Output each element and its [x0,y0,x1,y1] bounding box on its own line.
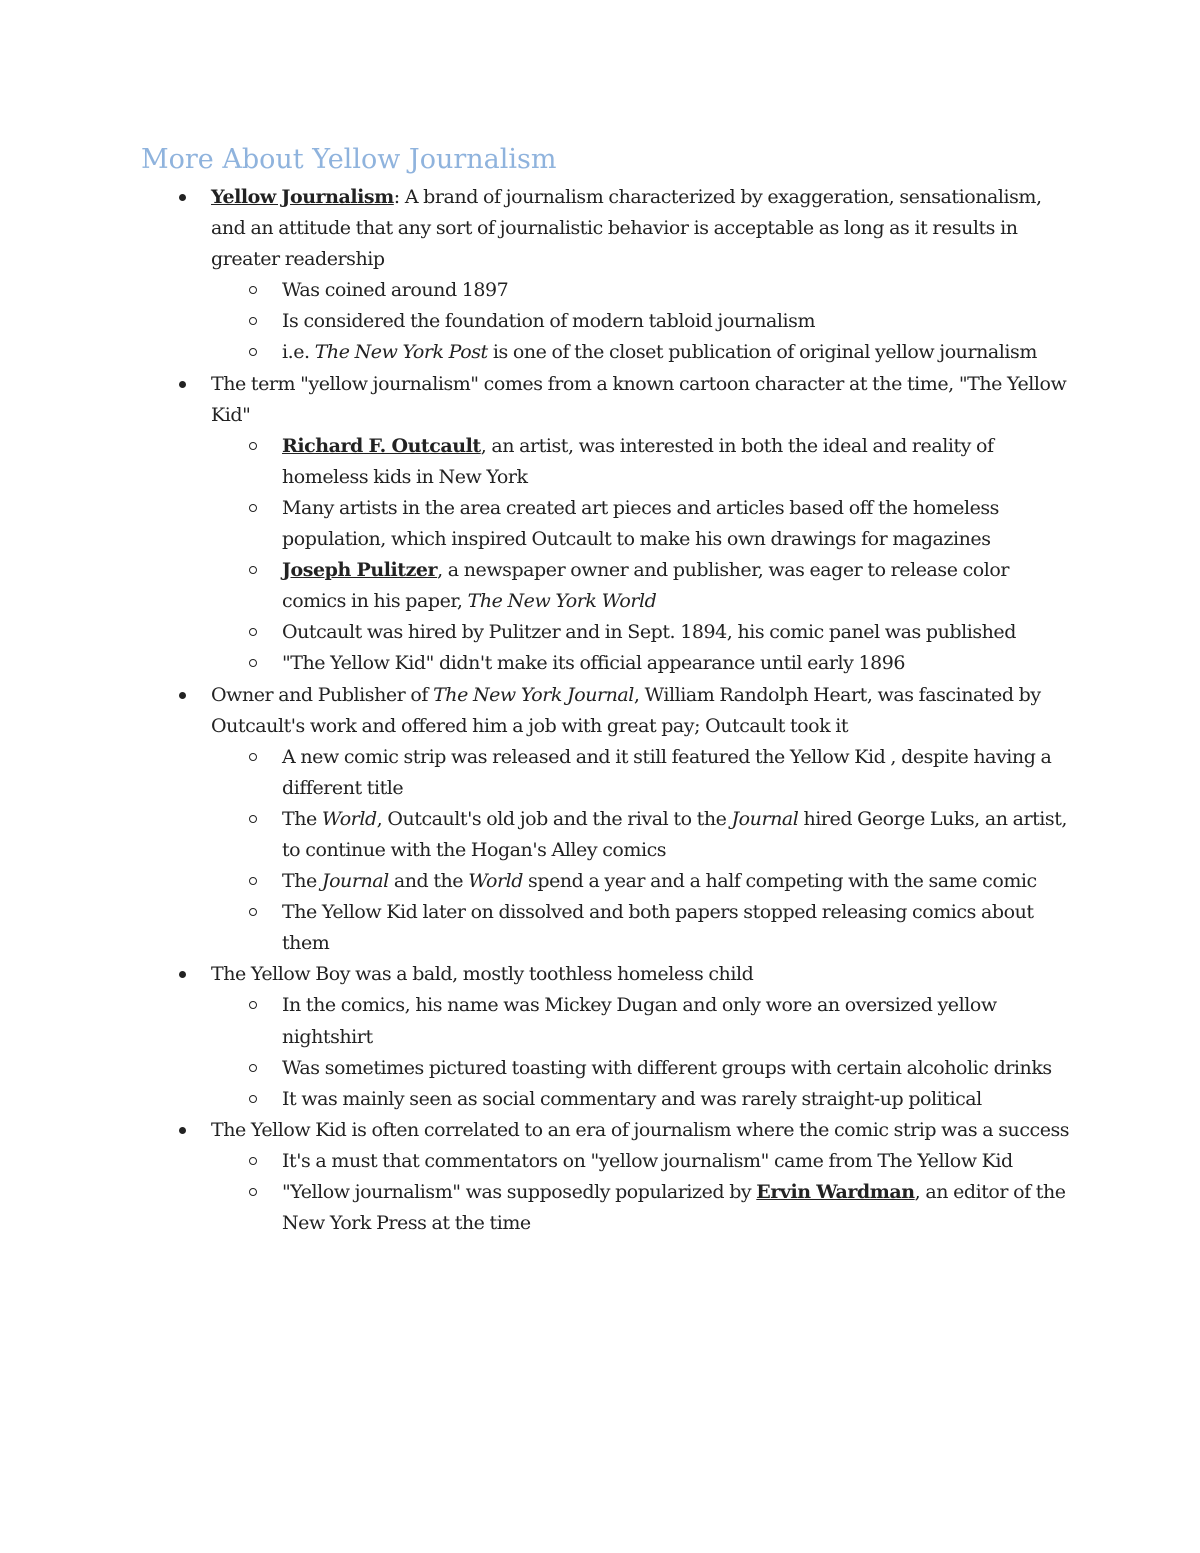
sub-list-yellow-boy [282,990,1071,1114]
document-title: More About Yellow Journalism [141,144,557,175]
bullet-era: The Yellow Kid is often correlated to an era of journalism where the comic strip was a success It's a must that commentators on "yellow journalism" came from The Yellow Kid "Yellow journalism" was supposedly popularized by Ervin Wardman, an editor of the New York Press at the time [211,1115,1071,1239]
sub-bullet-commentators: It's a must that commentators on "yellow journalism" came from The Yellow Kid [282,1146,1071,1177]
sub-bullet-commentary: It was mainly seen as social commentary and was rarely straight-up political [282,1084,1071,1115]
sub-bullet-pulitzer: Joseph Pulitzer, a newspaper owner and publisher, was eager to release color comics in his paper, The New York World [282,555,1071,617]
publication-title: The New York Post [314,341,488,364]
person-joseph-pulitzer: Joseph Pulitzer [282,559,438,582]
sub-bullet-luks: The World, Outcault's old job and the rival to the Journal hired George Luks, an artist, to continue with the Hogan's Alley comics [282,804,1071,866]
sub-bullet-competing: The Journal and the World spend a year and a half competing with the same comic [282,866,1071,897]
sub-bullet-ny-post: i.e. The New York Post is one of the closet publication of original yellow journalism [282,337,1071,368]
sub-bullet-appearance: "The Yellow Kid" didn't make its official appearance until early 1896 [282,648,1071,679]
sub-bullet-dissolved: The Yellow Kid later on dissolved and both papers stopped releasing comics about them [282,897,1071,959]
publication-title: The New York World [467,590,657,613]
sub-list-era [282,1146,1071,1239]
sub-bullet-wardman: "Yellow journalism" was supposedly popularized by Ervin Wardman, an editor of the New York Press at the time [282,1177,1071,1239]
sub-list-definition [282,275,1071,368]
main-bullet-list [211,182,1071,1239]
sub-bullet-mickey-dugan: In the comics, his name was Mickey Dugan and only wore an oversized yellow nightshirt [282,990,1071,1052]
person-richard-outcault: Richard F. Outcault [282,434,481,457]
sub-bullet-foundation: Is considered the foundation of modern tabloid journalism [282,306,1071,337]
definition-text: : A brand of journalism characterized by exaggeration, sensationalism, and an attitude that any sort of journalistic behavior is acceptable as long as it results in greater readership [211,186,1042,271]
document-body [211,182,1071,1239]
sub-bullet-toasting: Was sometimes pictured toasting with different groups with certain alcoholic drinks [282,1053,1071,1084]
term-origin-text: The term "yellow journalism" comes from a known cartoon character at the time, "The Yellow Kid" [211,372,1067,426]
sub-bullet-hired: Outcault was hired by Pulitzer and in Sept. 1894, his comic panel was published [282,617,1071,648]
sub-list-hearst [282,742,1071,960]
sub-bullet-new-strip: A new comic strip was released and it still featured the Yellow Kid , despite having a different title [282,742,1071,804]
sub-bullet-artists: Many artists in the area created art pieces and articles based off the homeless population, which inspired Outcault to make his own drawings for magazines [282,493,1071,555]
bullet-yellow-journalism-definition [211,182,1071,369]
term-yellow-journalism: Yellow Journalism [211,186,394,208]
publication-title: The New York Journal [433,683,634,706]
bullet-term-origin [211,369,1071,680]
person-ervin-wardman: Ervin Wardman [756,1181,915,1203]
sub-bullet-outcault: Richard F. Outcault, an artist, was interested in both the ideal and reality of homeless kids in New York [282,431,1071,493]
bullet-yellow-boy: The Yellow Boy was a bald, mostly toothless homeless child In the comics, his name was Mickey Dugan and only wore an oversized yellow nightshirt Was sometimes pictured toasting with different groups with certain alcoholic drinks It was mainly seen as social commentary and was rarely straight-up political [211,959,1071,1114]
bullet-hearst: Owner and Publisher of The New York Journal, William Randolph Heart, was fascinated by Outcault's work and offered him a job with great pay; Outcault took it A new comic strip was released and it still featured the Yellow Kid , despite having a different title The World, Outcault's old job and the rival to the Journal hired George Luks, an artist, to continue with the Hogan's Alley comics The Journal and the World spend a year and a half competing with the same comic The Yellow Kid later on dissolved and both papers stopped releasing comics about them [211,680,1071,960]
sub-bullet-coined: Was coined around 1897 [282,275,1071,306]
sub-list-origin [282,431,1071,680]
